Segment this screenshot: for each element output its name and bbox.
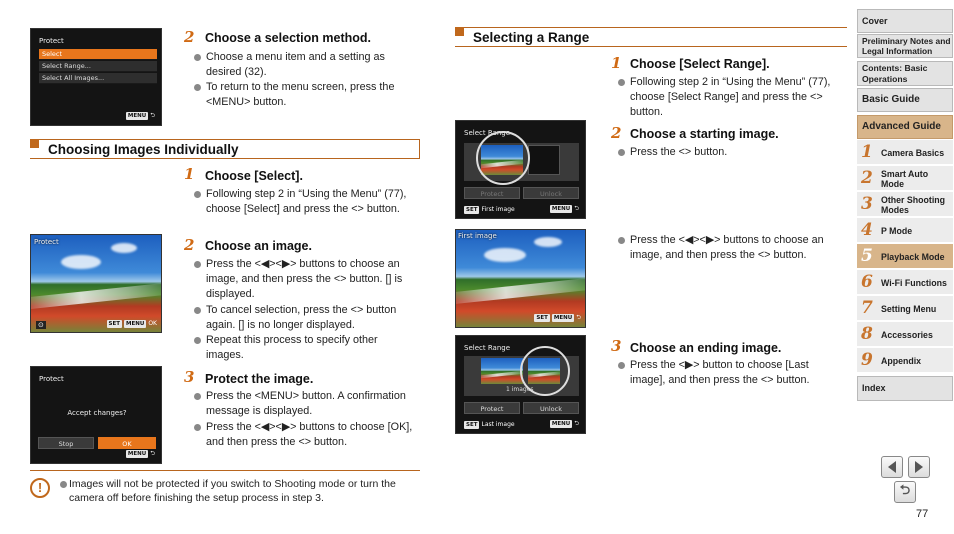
nav-chapter-9[interactable]: 9 Appendix [857,348,953,373]
confirm-question: Accept changes? [67,409,127,417]
screen-title: Protect [39,375,64,383]
step-number: 3 [611,337,622,355]
step-number: 1 [611,54,622,72]
bullet-text: Following step 2 in “Using the Menu” (​77), choose [Select] and press the <​> button. [194,187,414,217]
bullet-text: Press the <◀><▶> buttons to choose an image, and then press the <​> button. [618,233,842,263]
section-title: Selecting a Range [473,30,590,45]
screen-footer [126,111,155,121]
screen-title: Select Range [464,344,511,352]
nav-chapter-6[interactable]: 6 Wi-Fi Functions [857,270,953,295]
screen-footer: MENU ⮌ [127,450,155,457]
nav-cover[interactable]: Cover [857,9,953,33]
step-number: 2 [184,28,195,46]
nav-chapter-4[interactable]: 4 P Mode [857,218,953,243]
protect-key-icon: ⊙ [38,321,44,329]
nav-contents[interactable]: Contents: Basic Operations [857,61,953,86]
prev-page-button[interactable] [881,456,903,478]
select-range-first-screenshot [455,120,586,219]
bullet-text: Repeat this process to specify other images. [194,333,416,363]
section-title: Choosing Images Individually [48,142,239,157]
menu-item-select-all: Select All Images... [39,73,157,84]
accept-changes-screenshot [30,366,162,464]
right-arrow-icon [915,461,923,473]
bullet-text: Choose a menu item and a setting as desired (​32). [194,50,414,80]
nav-chapter-7[interactable]: 7 Setting Menu [857,296,953,321]
protect-menu-screenshot [30,28,162,126]
screen-title: Protect [34,238,59,246]
step-number: 1 [184,165,195,183]
menu-item-select-range: Select Range... [39,61,157,72]
step-title: Choose an ending image. [630,341,782,355]
menu-item-select: Select [39,49,157,60]
nav-preliminary-notes[interactable]: Preliminary Notes and Legal Information [857,34,953,58]
nav-chapter-2[interactable]: 2 Smart Auto Mode [857,166,953,191]
screen-title: Select Range [464,129,511,137]
protect-option: Protect [464,187,520,199]
return-icon: ⮌ [150,450,155,457]
screen-title: Protect [39,37,64,45]
protect-image-screenshot [30,234,162,333]
caution-text: Images will not be protected if you switch to Shooting mode or turn the camera off before finishing the setup process in step 3. [60,477,415,505]
section-marker [455,27,464,36]
nav-chapter-1[interactable]: 1 Camera Basics [857,140,953,165]
return-icon: ⮌ [150,112,155,119]
nav-chapter-5[interactable]: 5 Playback Mode [857,244,953,269]
caution-icon: ! [30,478,50,498]
step-title: Choose [Select Range]. [630,57,770,71]
step-title: Choose [Select]. [205,169,303,183]
nav-basic-guide[interactable]: Basic Guide [857,88,953,112]
return-icon: ⮌ [899,482,911,497]
step-number: 3 [184,368,195,386]
ok-option: OK [98,437,156,449]
bullet-text: Press the <MENU> button. A confirmation message is displayed. [194,389,414,419]
thumbnail-photo [481,358,523,384]
empty-thumbnail [528,145,560,175]
bullet-text: Press the <​> button. [618,145,842,160]
bullet-text: Press the <◀><▶> buttons to choose [OK], and then press the <​> button. [194,420,414,450]
unlock-option: Unlock [523,187,579,199]
screen-footer: SET MENU ⮌ [536,314,581,321]
select-range-last-screenshot [455,335,586,434]
landscape-photo [31,235,162,333]
section-marker [30,139,39,148]
first-image-screenshot [455,229,586,328]
nav-index[interactable]: Index [857,376,953,401]
protect-option: Protect [464,402,520,414]
step-title: Choose an image. [205,239,312,253]
step-number: 2 [184,236,195,254]
page-number: 77 [916,508,929,520]
unlock-option: Unlock [523,402,579,414]
screen-footer-right: MENU ⮌ [551,420,579,427]
screen-footer-left: SET Last image [466,421,515,428]
menu-chip: MENU [127,113,147,119]
step-title: Choose a starting image. [630,127,779,141]
section-heading [455,27,847,47]
step-number: 2 [611,124,622,142]
image-count: 1 images [506,386,534,393]
bullet-text: To cancel selection, press the <​> button again. [​] is no longer displayed. [194,303,416,333]
bullet-text: Press the <◀><▶> buttons to choose an image, and then press the <​> button. [​] is displayed. [194,257,416,302]
section-heading [30,139,420,159]
screen-footer: SET MENU OK [108,320,157,327]
step-title: Protect the image. [205,372,314,386]
selection-circle [476,131,530,185]
next-page-button[interactable] [908,456,930,478]
caution-divider [30,470,420,471]
nav-advanced-guide[interactable]: Advanced Guide [857,115,953,139]
stop-option: Stop [38,437,94,449]
bullet-text: Following step 2 in “Using the Menu” (​77), choose [Select Range] and press the <​> button. [618,75,838,120]
left-arrow-icon [888,461,896,473]
step-title: Choose a selection method. [205,31,372,45]
bullet-text: Press the <▶> button to choose [Last image], and then press the <​> button. [618,358,842,388]
screen-title: First image [458,232,497,240]
nav-chapter-3[interactable]: 3 Other Shooting Modes [857,192,953,217]
screen-footer-right: MENU ⮌ [551,205,579,212]
bullet-text: To return to the menu screen, press the <MENU> button. [194,80,414,110]
selection-circle [520,346,570,396]
nav-chapter-8[interactable]: 8 Accessories [857,322,953,347]
return-button[interactable] [894,481,916,503]
screen-footer-left: SET First image [466,206,515,213]
